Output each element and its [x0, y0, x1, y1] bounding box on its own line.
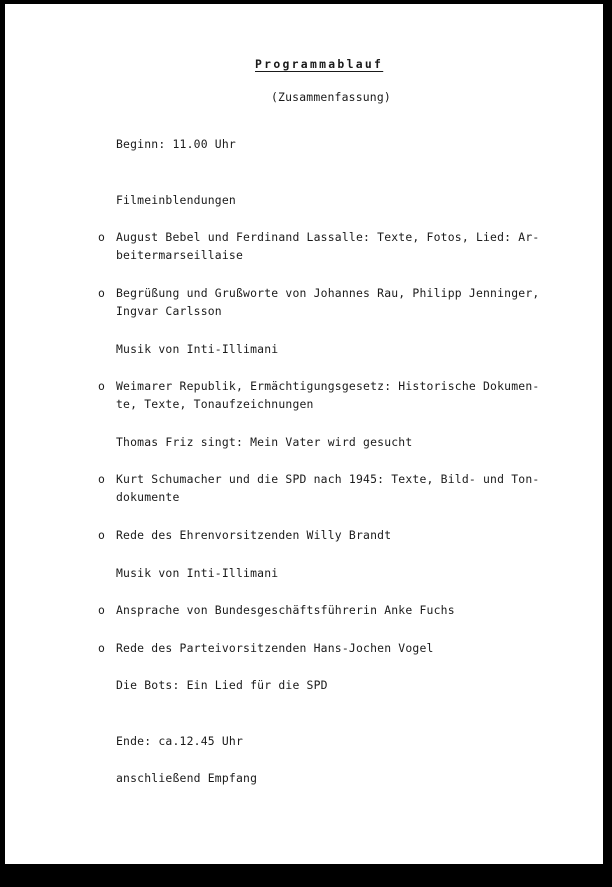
list-item-5: Thomas Friz singt: Mein Vater wird gesucht [116, 435, 413, 449]
list-item-1-line-1: August Bebel und Ferdinand Lassalle: Texte, Fotos, Lied: Ar- [116, 230, 540, 244]
list-item-11: Die Bots: Ein Lied für die SPD [116, 678, 328, 692]
list-item-6-line-2: dokumente [116, 490, 180, 504]
list-item-2-line-2: Ingvar Carlsson [116, 304, 222, 318]
list-item-2-line-1: Begrüßung und Grußworte von Johannes Rau, Philipp Jenninger, [116, 286, 540, 300]
list-item-4-line-1: Weimarer Republik, Ermächtigungsgesetz: Historische Dokumen- [116, 379, 540, 393]
list-item-4-line-2: te, Texte, Tonaufzeichnungen [116, 397, 314, 411]
page-subtitle: (Zusammenfassung) [271, 90, 391, 104]
bullet-marker: o [98, 286, 106, 300]
end-time: Ende: ca.12.45 Uhr [116, 734, 244, 748]
bullet-marker: o [98, 603, 106, 617]
bullet-marker: o [98, 641, 106, 655]
bullet-marker: o [98, 528, 106, 542]
start-time: Beginn: 11.00 Uhr [116, 137, 236, 151]
list-item-9: Ansprache von Bundesgeschäftsführerin Anke Fuchs [116, 603, 455, 617]
bullet-marker: o [98, 379, 106, 393]
list-item-1-line-2: beitermarseillaise [116, 248, 244, 262]
list-item-8: Musik von Inti-Illimani [116, 566, 279, 580]
list-item-10: Rede des Parteivorsitzenden Hans-Jochen Vogel [116, 641, 434, 655]
reception-note: anschließend Empfang [116, 771, 258, 785]
document-page [5, 4, 603, 864]
list-item-6-line-1: Kurt Schumacher und die SPD nach 1945: Texte, Bild- und Ton- [116, 472, 540, 486]
list-item-3: Musik von Inti-Illimani [116, 342, 279, 356]
list-item-7: Rede des Ehrenvorsitzenden Willy Brandt [116, 528, 392, 542]
page-title: Programmablauf [255, 57, 384, 71]
list-item-0: Filmeinblendungen [116, 193, 236, 207]
bullet-marker: o [98, 230, 106, 244]
bullet-marker: o [98, 472, 106, 486]
